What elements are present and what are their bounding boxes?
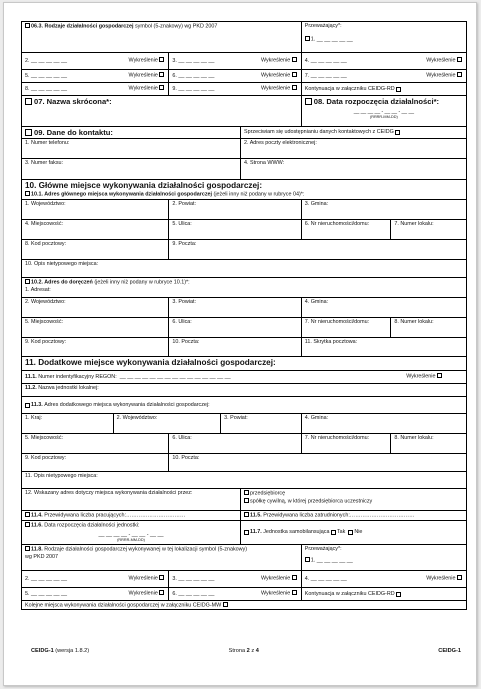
pkd-slot-3[interactable]: 3. __ __ __ __ __ Wykreślenie xyxy=(169,53,301,69)
building-number-field[interactable]: 6. Nr nieruchomości/domu: xyxy=(302,220,392,239)
add-voivodeship-field[interactable]: 2. Województwo: xyxy=(114,414,222,433)
main-address-checkbox[interactable] xyxy=(25,191,30,196)
unit-start-row xyxy=(21,521,467,545)
pkd-main-slot[interactable]: 1. __ __ __ __ __ xyxy=(310,36,353,43)
main-address-row-1 xyxy=(21,200,467,220)
short-name-checkbox[interactable] xyxy=(25,98,32,105)
delivery-address-checkbox[interactable] xyxy=(25,279,30,284)
delivery-row-2 xyxy=(21,318,467,338)
post-office-field[interactable]: 9. Poczta: xyxy=(172,241,197,247)
pkd-row-2 xyxy=(21,70,467,83)
main-address-row-3 xyxy=(21,240,467,260)
add-street-field[interactable]: 6. Ulica: xyxy=(169,434,301,453)
commune-field[interactable]: 3. Gmina: xyxy=(304,201,329,207)
pkd-local-slot-3[interactable]: 3. __ __ __ __ __ Wykreślenie xyxy=(169,571,301,587)
add-post-field[interactable]: 10. Poczta: xyxy=(172,455,200,461)
delivery-postcode-field[interactable]: 9. Kod pocztowy: xyxy=(22,338,169,356)
county-field[interactable]: 2. Powiat: xyxy=(169,200,301,219)
add-county-field[interactable]: 3. Powiat: xyxy=(221,414,302,433)
additional-address-header: 11.3. Adres dodatkowego miejsca wykonywania działalności gospodarczej: xyxy=(21,397,467,414)
voivodeship-field[interactable]: 1. Województwo: xyxy=(22,200,169,219)
additional-address-checkbox[interactable] xyxy=(25,403,30,408)
unusual-place-field[interactable]: 10. Opis nietypowego miejsca: xyxy=(25,261,99,267)
email-field[interactable]: 2. Adres poczty elektronicznej: xyxy=(244,140,317,146)
workers-row xyxy=(21,511,467,521)
delivery-city-field[interactable]: 5. Miejscowość: xyxy=(22,318,169,337)
pkd-row-1 xyxy=(21,53,467,70)
delivery-flat-field[interactable]: 8. Numer lokalu: xyxy=(394,319,434,325)
unit-start-field[interactable]: 11.6. Data rozpoczęcia działalności jednostki: __ __ __ __ - __ __ - __ __ (RRRR-MM-DD) xyxy=(22,521,241,544)
pkd-main-checkbox[interactable] xyxy=(305,36,310,41)
additional-place-title: 11. Dodatkowe miejsce wykonywania działalności gospodarczej: xyxy=(25,358,276,367)
pkd-checkbox[interactable] xyxy=(25,23,30,28)
short-name-field[interactable]: 07. Nazwa skrócona*: xyxy=(22,96,302,126)
main-place-title: 10. Główne miejsce wykonywania działalności gospodarczej: xyxy=(25,181,263,190)
unit-name-row xyxy=(21,384,467,397)
additional-row-3 xyxy=(21,454,467,472)
add-unusual-place-field[interactable]: 11. Opis nietypowego miejsca: xyxy=(25,473,98,479)
regon-row xyxy=(21,371,467,384)
unit-name-field[interactable]: 11.2. Nazwa jednostki lokalnej: xyxy=(25,385,99,391)
self-balancing-field: 11.7. Jednostka samobilansująca Tak Nie xyxy=(241,521,466,544)
delivery-row-1 xyxy=(21,298,467,318)
yes-checkbox[interactable] xyxy=(331,530,336,535)
pkd-local-continuation[interactable]: Kontynuacja w załączniku CEIDG-RD xyxy=(302,588,466,600)
add-flat-field[interactable]: 8. Numer lokalu: xyxy=(394,435,434,441)
main-address-row-2 xyxy=(21,220,467,240)
strike-checkbox[interactable] xyxy=(457,72,462,77)
pkd-slot-7[interactable]: 7. __ __ __ __ __ Wykreślenie xyxy=(302,70,466,82)
street-field[interactable]: 5. Ulica: xyxy=(169,220,301,239)
additional-row-4 xyxy=(21,472,467,489)
additional-row-1 xyxy=(21,414,467,434)
contact-checkbox[interactable] xyxy=(25,129,32,136)
contact-title: 09. Dane do kontaktu: xyxy=(22,127,241,138)
strike-checkbox[interactable] xyxy=(159,57,164,62)
strike-checkbox[interactable] xyxy=(159,85,164,90)
add-commune-field[interactable]: 4. Gmina: xyxy=(304,415,329,421)
strike-checkbox[interactable] xyxy=(292,85,297,90)
contact-objection[interactable]: Sprzeciwiam się udostępnianiu danych kontaktowych z CEIDG xyxy=(241,127,466,138)
add-building-field[interactable]: 7. Nr nieruchomości/domu: xyxy=(302,434,392,453)
start-date-field[interactable]: 08. Data rozpoczęcia działalności*: __ __ __ __ - __ __ - __ __ (RRRR-MM-DD) xyxy=(302,96,466,126)
contact-row-1 xyxy=(21,139,467,159)
strike-checkbox[interactable] xyxy=(292,72,297,77)
pkd-local-slot-4[interactable]: 4. __ __ __ __ __ Wykreślenie xyxy=(302,571,466,587)
add-city-field[interactable]: 5. Miejscowość: xyxy=(22,434,169,453)
flat-number-field[interactable]: 7. Numer lokalu: xyxy=(394,221,434,227)
indicated-address-row xyxy=(21,489,467,511)
pkd-slot-6[interactable]: 6. __ __ __ __ __ Wykreślenie xyxy=(169,70,301,82)
www-field[interactable]: 4. Strona WWW: xyxy=(244,160,285,166)
pkd-slot-4[interactable]: 4. __ __ __ __ __ Wykreślenie xyxy=(302,53,466,69)
delivery-post-field[interactable]: 10. Poczta: xyxy=(169,338,301,356)
pkd-slot-9[interactable]: 9. __ __ __ __ __ Wykreślenie xyxy=(169,83,301,95)
pkd-slot-2[interactable]: 2. __ __ __ __ __ Wykreślenie xyxy=(22,53,169,69)
pkd-local-main-slot[interactable]: 1. __ __ __ __ __ xyxy=(310,557,353,564)
delivery-county-field[interactable]: 3. Powiat: xyxy=(169,298,301,317)
pkd-local-row-2 xyxy=(21,588,467,601)
city-field[interactable]: 4. Miejscowość: xyxy=(22,220,169,239)
next-places-row xyxy=(21,601,467,610)
country-field[interactable]: 1. Kraj: xyxy=(22,414,114,433)
strike-checkbox[interactable] xyxy=(292,57,297,62)
short-name-row xyxy=(21,96,467,127)
contact-row-2 xyxy=(21,159,467,180)
regon-strike-checkbox[interactable] xyxy=(437,373,442,378)
additional-row-2 xyxy=(21,434,467,454)
delivery-commune-field[interactable]: 4. Gmina: xyxy=(304,299,329,305)
next-places-field[interactable]: Kolejne miejsca wykonywania działalności gospodarczej w załączniku CEIDG-MW xyxy=(22,601,466,609)
contact-header-row xyxy=(21,127,467,139)
postcode-field[interactable]: 8. Kod pocztowy: xyxy=(22,240,169,259)
po-box-field[interactable]: 11. Skrytka pocztowa: xyxy=(304,339,358,345)
delivery-address-header: 10.2. Adres do doręczeń (jeżeli inny niż podany w rubryce 10.1)*: 1. Adresat: xyxy=(21,278,467,298)
pkd-local-main-cell: Przeważający*: 1. __ __ __ __ __ xyxy=(304,546,353,564)
add-postcode-field[interactable]: 9. Kod pocztowy: xyxy=(22,454,169,471)
start-date-checkbox[interactable] xyxy=(305,98,312,105)
main-address-row-4 xyxy=(21,260,467,278)
page-footer: CEIDG-1 (wersja 1.8.2) Strona 2 z 4 CEIDG-1 xyxy=(31,648,461,654)
delivery-row-3 xyxy=(21,338,467,357)
fax-field[interactable]: 3. Numer faksu: xyxy=(22,159,241,179)
pkd-row-3 xyxy=(21,83,467,96)
no-checkbox[interactable] xyxy=(348,530,353,535)
main-place-header: 10. Główne miejsce wykonywania działalności gospodarczej: 10.1. Adres głównego miejsca wykonywania działalności gospodarczej (jeżeli inny niż podany w rubryce 04)*: xyxy=(21,180,467,200)
pkd-main-cell: Przeważający*: 1. __ __ __ __ __ xyxy=(304,23,353,43)
pkd-local-slot-6[interactable]: 6. __ __ __ __ __ Wykreślenie xyxy=(169,588,301,600)
opt-entrepreneur[interactable]: przedsiębiorcę xyxy=(244,490,463,498)
pkd-slot-5[interactable]: 5. __ __ __ __ __ Wykreślenie xyxy=(22,70,169,82)
objection-checkbox[interactable] xyxy=(395,130,400,135)
delivery-building-field[interactable]: 7. Nr nieruchomości/domu: xyxy=(302,318,392,337)
form-page xyxy=(3,2,477,686)
ceidg-form xyxy=(21,21,467,610)
workers-field[interactable]: 11.4. Przewidywana liczba pracujących:…………………………… xyxy=(22,511,241,520)
strike-checkbox[interactable] xyxy=(457,57,462,62)
delivery-street-field[interactable]: 6. Ulica: xyxy=(169,318,301,337)
pkd-slot-8[interactable]: 8. __ __ __ __ __ Wykreślenie xyxy=(22,83,169,95)
pkd-header-cell: 06.3. Rodzaje działalności gospodarczej symbol (5-znakowy) wg PKD 2007 xyxy=(22,22,302,52)
pkd-local-slot-5[interactable]: 5. __ __ __ __ __ Wykreślenie xyxy=(22,588,169,600)
pkd-local-header-row xyxy=(21,545,467,571)
pkd-local-header: 11.8. Rodzaje działalności gospodarczej wykonywanej w tej lokalizacji symbol (5-znakowy) wg PKD 2007 xyxy=(22,545,302,570)
phone-field[interactable]: 1. Numer telefonu: xyxy=(22,139,241,158)
pkd-header-row xyxy=(21,21,467,53)
additional-place-header xyxy=(21,357,467,371)
page-number: Strona 2 z 4 xyxy=(228,648,259,654)
indicated-address-label: 12. Wskazany adres dotyczy miejsca wykonywania działalności przez: xyxy=(22,489,241,510)
regon-field[interactable]: 11.1. Numer indentyfikacyjny REGON: __ __ __ __ __ __ __ __ __ __ __ __ __ __ __ Wykreślenie xyxy=(22,371,466,383)
employees-field[interactable]: 11.5. Przewidywana liczba zatrudnionych:……………………………… xyxy=(241,511,466,520)
pkd-continuation[interactable]: Kontynuacja w załączniku CEIDG-RD xyxy=(302,83,466,95)
pkd-local-row-1 xyxy=(21,571,467,588)
continuation-checkbox[interactable] xyxy=(396,87,401,92)
pkd-local-slot-2[interactable]: 2. __ __ __ __ __ Wykreślenie xyxy=(22,571,169,587)
strike-checkbox[interactable] xyxy=(159,72,164,77)
delivery-voivodeship-field[interactable]: 2. Województwo: xyxy=(22,298,169,317)
opt-partnership[interactable]: spółkę cywilną, w której przedsiębiorca uczestniczy xyxy=(244,498,463,506)
addressee-field[interactable]: 1. Adresat: xyxy=(25,286,51,293)
